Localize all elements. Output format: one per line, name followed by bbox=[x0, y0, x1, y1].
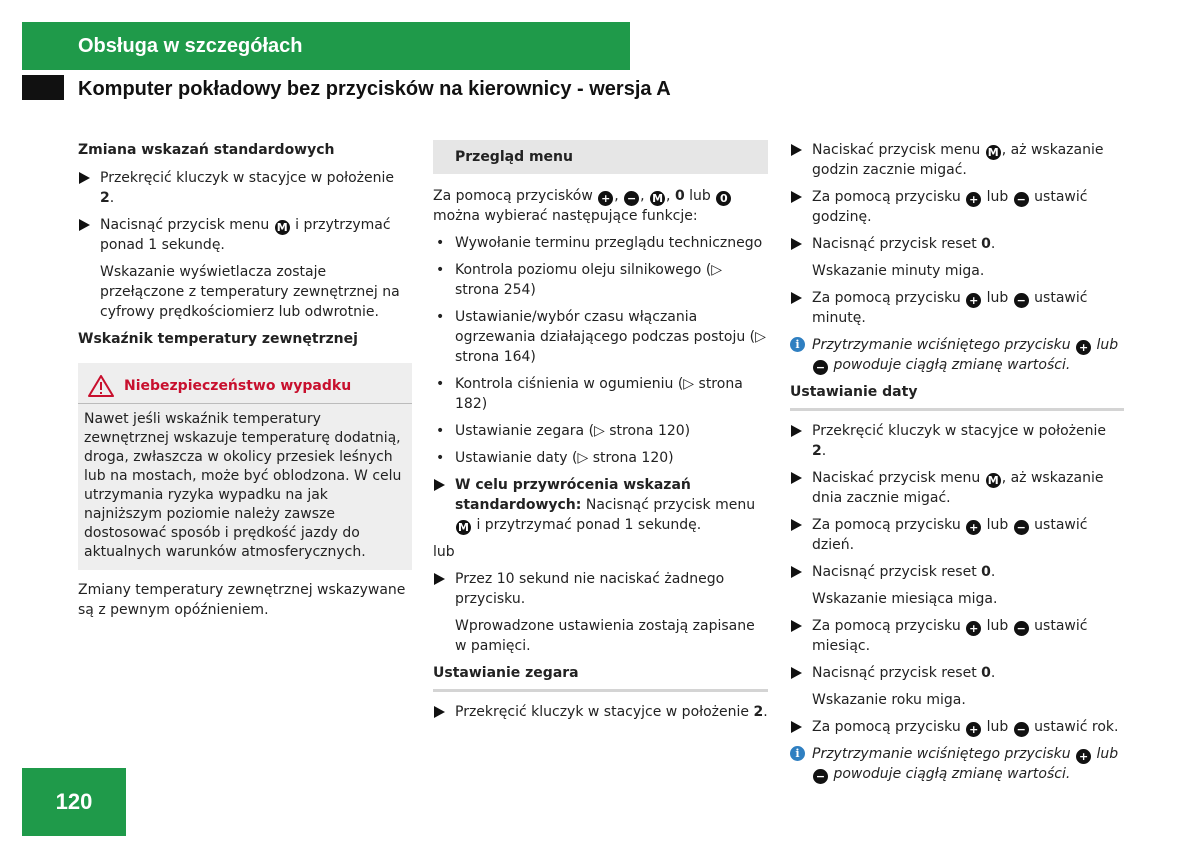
step-turn-key: Przekręcić kluczyk w stacyjce w położenie 2. bbox=[78, 168, 412, 208]
or-text: lub bbox=[433, 544, 455, 560]
step-restore-standard: W celu przywrócenia wskazań standardowych: Nacisnąć przycisk menu M i przytrzymać ponad 1 sekundę. bbox=[433, 475, 768, 535]
menu-button-icon: M bbox=[986, 145, 1001, 160]
warning-header bbox=[78, 363, 412, 403]
info-note: i Przytrzymanie wciśniętego przycisku + lub − powoduje ciągłą zmianę wartości. bbox=[790, 744, 1124, 784]
step-press-reset: Nacisnąć przycisk reset 0. bbox=[790, 562, 1124, 582]
result-text: Wskazanie wyświetlacza zostaje przełączone z temperatury zewnętrznej na cyfrowy prędkościomierz lub odwrotnie. bbox=[100, 264, 400, 320]
plus-button-icon: + bbox=[966, 192, 981, 207]
minus-button-icon: − bbox=[1014, 293, 1029, 308]
menu-overview-heading: Przegląd menu bbox=[433, 140, 768, 174]
plus-button-icon: + bbox=[966, 293, 981, 308]
minus-button-icon: − bbox=[1014, 722, 1029, 737]
plus-button-icon: + bbox=[598, 191, 613, 206]
delay-note: Zmiany temperatury zewnętrznej wskazywane są z pewnym opóźnieniem. bbox=[78, 582, 406, 618]
step-press-menu-hours: Naciskać przycisk menu M , aż wskazanie godzin zacznie migać. bbox=[790, 140, 1124, 180]
page-title: Komputer pokładowy bez przycisków na kierownicy - wersja A bbox=[78, 78, 671, 100]
warning-box bbox=[78, 363, 412, 570]
section-marker bbox=[22, 75, 64, 100]
reset-key-label: 0 bbox=[674, 188, 685, 204]
menu-button-icon: M bbox=[986, 473, 1001, 488]
step-arrow-icon bbox=[791, 566, 802, 578]
step-arrow-icon bbox=[791, 144, 802, 156]
step-arrow-icon bbox=[791, 425, 802, 437]
step-set-minute: Za pomocą przycisku + lub − ustawić minutę. bbox=[790, 288, 1124, 328]
heading-set-clock: Ustawianie zegara bbox=[433, 663, 768, 692]
step-turn-key: Przekręcić kluczyk w stacyjce w położenie 2. bbox=[433, 702, 768, 722]
step-turn-key: Przekręcić kluczyk w stacyjce w położenie 2. bbox=[790, 421, 1124, 461]
step-arrow-icon bbox=[791, 620, 802, 632]
step-set-month: Za pomocą przycisku + lub − ustawić miesiąc. bbox=[790, 616, 1124, 656]
step-arrow-icon bbox=[791, 519, 802, 531]
list-item: • Ustawianie/wybór czasu włączania ogrzewania działającego podczas postoju (▷ strona 164) bbox=[436, 309, 766, 365]
step-arrow-icon bbox=[79, 172, 90, 184]
plus-button-icon: + bbox=[1076, 749, 1091, 764]
minus-button-icon: − bbox=[624, 191, 639, 206]
column-1 bbox=[78, 140, 412, 627]
minus-button-icon: − bbox=[813, 769, 828, 784]
column-3 bbox=[790, 140, 1124, 791]
plus-button-icon: + bbox=[966, 520, 981, 535]
minus-button-icon: − bbox=[1014, 621, 1029, 636]
step-arrow-icon bbox=[791, 191, 802, 203]
step-arrow-icon bbox=[791, 292, 802, 304]
list-item: • Kontrola ciśnienia w ogumieniu (▷ strona 182) bbox=[436, 376, 743, 412]
result-text: Wskazanie roku miga. bbox=[812, 692, 966, 708]
column-2 bbox=[433, 140, 768, 729]
menu-intro: Za pomocą przycisków + , − , M , 0 lub 0 można wybierać następujące funkcje: bbox=[433, 186, 768, 226]
step-arrow-icon bbox=[79, 219, 90, 231]
minus-button-icon: − bbox=[1014, 520, 1029, 535]
step-press-reset: Nacisnąć przycisk reset 0. bbox=[790, 234, 1124, 254]
step-set-hour: Za pomocą przycisku + lub − ustawić godzinę. bbox=[790, 187, 1124, 227]
step-arrow-icon bbox=[434, 479, 445, 491]
trip-reset-button-icon: 0 bbox=[716, 191, 731, 206]
step-arrow-icon bbox=[434, 706, 445, 718]
heading-set-date: Ustawianie daty bbox=[790, 382, 1124, 411]
step-press-reset: Nacisnąć przycisk reset 0. bbox=[790, 663, 1124, 683]
minus-button-icon: − bbox=[1014, 192, 1029, 207]
result-text: Wprowadzone ustawienia zostają zapisane w pamięci. bbox=[455, 618, 755, 654]
menu-button-icon: M bbox=[650, 191, 665, 206]
step-arrow-icon bbox=[434, 573, 445, 585]
heading-change-display: Zmiana wskazań standardowych bbox=[78, 142, 335, 158]
step-arrow-icon bbox=[791, 721, 802, 733]
list-item: • Wywołanie terminu przeglądu technicznego bbox=[436, 235, 763, 251]
plus-button-icon: + bbox=[966, 621, 981, 636]
plus-button-icon: + bbox=[1076, 340, 1091, 355]
step-set-day: Za pomocą przycisku + lub − ustawić dzień. bbox=[790, 515, 1124, 555]
list-item: • Ustawianie zegara (▷ strona 120) bbox=[436, 423, 691, 439]
info-note: i Przytrzymanie wciśniętego przycisku + lub − powoduje ciągłą zmianę wartości. bbox=[790, 335, 1124, 375]
step-arrow-icon bbox=[791, 472, 802, 484]
plus-button-icon: + bbox=[966, 722, 981, 737]
step-set-year: Za pomocą przycisku + lub − ustawić rok. bbox=[790, 717, 1124, 737]
step-arrow-icon bbox=[791, 667, 802, 679]
info-icon: i bbox=[790, 746, 805, 761]
result-text: Wskazanie miesiąca miga. bbox=[812, 591, 998, 607]
warning-title: Niebezpieczeństwo wypadku bbox=[124, 378, 352, 394]
section-header: Obsługa w szczegółach bbox=[22, 22, 630, 70]
info-icon: i bbox=[790, 337, 805, 352]
menu-button-icon: M bbox=[275, 220, 290, 235]
warning-text: Nawet jeśli wskaźnik temperatury zewnętrznej wskazuje temperaturę dodatnią, droga, zwłaszcza w okolicy przesiek leśnych lub na mostach, może być oblodzona. W celu utrzymania ryzyka wypadku na jak najniższym poziomie należy zawsze dostosować sposób i prędkość jazdy do aktualnych warunków atmosferycznych. bbox=[78, 403, 412, 570]
menu-button-icon: M bbox=[456, 520, 471, 535]
page-number: 120 bbox=[22, 768, 126, 836]
result-text: Wskazanie minuty miga. bbox=[812, 263, 985, 279]
minus-button-icon: − bbox=[813, 360, 828, 375]
warning-triangle-icon bbox=[88, 375, 114, 397]
step-press-menu: Nacisnąć przycisk menu M i przytrzymać ponad 1 sekundę. bbox=[78, 215, 412, 255]
step-wait: Przez 10 sekund nie naciskać żadnego przycisku. bbox=[433, 569, 768, 609]
step-press-menu-day: Naciskać przycisk menu M , aż wskazanie dnia zacznie migać. bbox=[790, 468, 1124, 508]
list-item: • Ustawianie daty (▷ strona 120) bbox=[436, 450, 674, 466]
heading-outside-temp: Wskaźnik temperatury zewnętrznej bbox=[78, 331, 358, 347]
step-arrow-icon bbox=[791, 238, 802, 250]
list-item: • Kontrola poziomu oleju silnikowego (▷ strona 254) bbox=[436, 262, 723, 298]
